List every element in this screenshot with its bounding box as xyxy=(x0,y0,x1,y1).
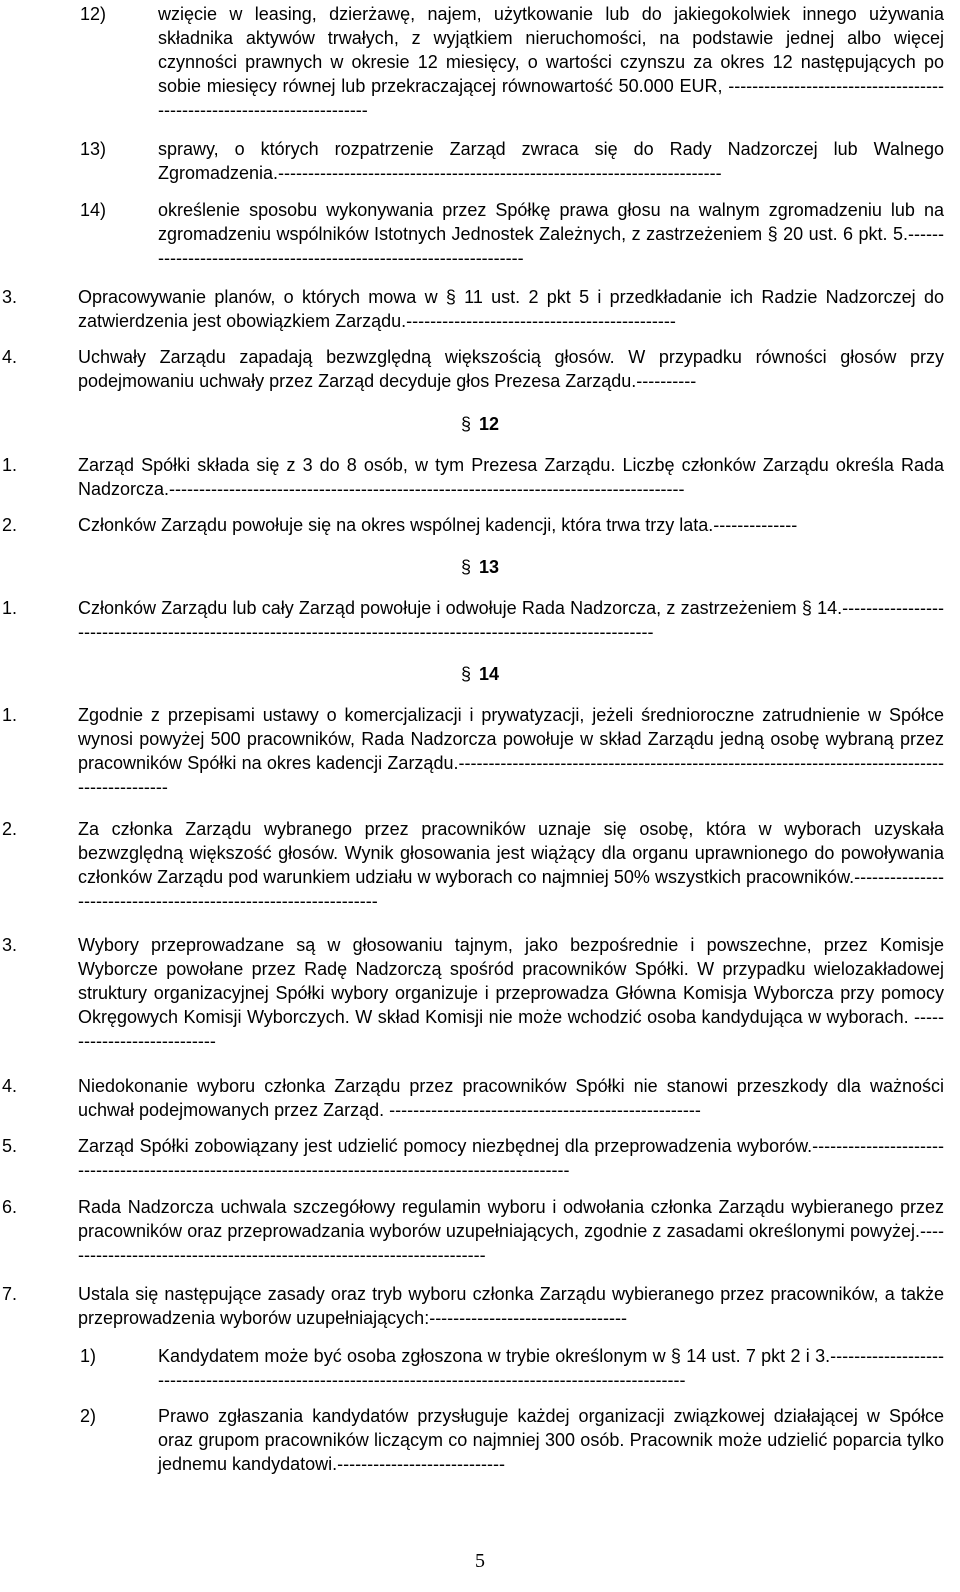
section-symbol: § xyxy=(460,414,471,434)
section-heading xyxy=(0,412,960,436)
list-item xyxy=(78,1404,944,1476)
paragraph-text: Zgodnie z przepisami ustawy o komercjalizacji i prywatyzacji, jeżeli średnioroczne zatrudnienie w Spółce wynosi powyżej 500 pracowników, Rada Nadzorcza powołuje w skład Zarządu jedną osobę wybraną przez pracowników Spółki na okres kadencji Zarządu.------------------------------------------------------------------------------------------------ xyxy=(78,705,944,797)
paragraph-text: Członków Zarządu powołuje się na okres wspólnej kadencji, która trwa trzy lata.-------------- xyxy=(78,515,798,535)
paragraph-item xyxy=(2,285,944,333)
item-number: 1) xyxy=(80,1346,97,1366)
paragraph-number: 1. xyxy=(2,705,18,725)
paragraph-number: 7. xyxy=(2,1284,18,1304)
item-text: określenie sposobu wykonywania przez Spółkę prawa głosu na walnym zgromadzeniu lub na zgromadzeniu wspólników Istotnych Jednostek Zależnych, z zastrzeżeniem § 20 ust. 6 pkt. 5.------------------------------------------------------------------- xyxy=(158,200,944,268)
section-heading xyxy=(0,662,960,686)
list-item xyxy=(78,2,944,122)
item-text: sprawy, o których rozpatrzenie Zarząd zwraca się do Rady Nadzorczej lub Walnego Zgromadzenia.-------------------------------------------------------------------------- xyxy=(158,139,944,183)
item-text: wzięcie w leasing, dzierżawę, najem, użytkowanie lub do jakiegokolwiek innego używania składnika aktywów trwałych, z wyjątkiem nieruchomości, na podstawie jednej albo więcej czynności prawnych w okresie 12 miesięcy, o wartości czynszu za okres 12 następujących po sobie miesięcy równej lub przekraczającej równowartość 50.000 EUR, ----------------------------------------------------------------------- xyxy=(158,4,944,120)
paragraph-text: Za członka Zarządu wybranego przez pracowników uznaje się osobę, która w wyborach uzyskała bezwzględną większość głosów. Wynik głosowania jest wiążący dla organu uprawnionego do powoływania członków Zarządu pod warunkiem udziału w wyborach co najmniej 50% wszystkich pracowników.----------------------------------------------------------------- xyxy=(78,819,944,911)
paragraph-item xyxy=(2,596,944,644)
paragraph-number: 6. xyxy=(2,1197,18,1217)
paragraph-item xyxy=(2,933,944,1053)
paragraph-text: Ustala się następujące zasady oraz tryb wyboru członka Zarządu wybieranego przez pracowników, a także przeprowadzenia wyborów uzupełniających:--------------------------------- xyxy=(78,1284,944,1328)
list-item xyxy=(78,1344,944,1392)
item-number: 2) xyxy=(80,1406,97,1426)
paragraph-item xyxy=(2,345,944,393)
paragraph-number: 3. xyxy=(2,287,18,307)
item-text: Kandydatem może być osoba zgłoszona w trybie określonym w § 14 ust. 7 pkt 2 i 3.----------------------------------------------------------------------------------------------------------- xyxy=(158,1346,944,1390)
paragraph-text: Członków Zarządu lub cały Zarząd powołuje i odwołuje Rada Nadzorcza, z zastrzeżeniem § 14.----------------------------------------------------------------------------------------------------------------- xyxy=(78,598,944,642)
item-text: Prawo zgłaszania kandydatów przysługuje każdej organizacji związkowej działającej w Spółce oraz grupom pracowników liczącym co najmniej 300 osób. Pracownik może udzielić poparcia tylko jednemu kandydatowi.---------------------------- xyxy=(158,1406,944,1474)
item-number: 14) xyxy=(80,200,107,220)
paragraph-text: Uchwały Zarządu zapadają bezwzględną większością głosów. W przypadku równości głosów przy podejmowaniu uchwały przez Zarząd decyduje głos Prezesa Zarządu.---------- xyxy=(78,347,944,391)
section-heading xyxy=(0,555,960,579)
paragraph-text: Opracowywanie planów, o których mowa w § 11 ust. 2 pkt 5 i przedkładanie ich Radzie Nadzorczej do zatwierdzenia jest obowiązkiem Zarządu.--------------------------------------------- xyxy=(78,287,944,331)
paragraph-item xyxy=(2,817,944,913)
paragraph-number: 5. xyxy=(2,1136,18,1156)
section-number: 14 xyxy=(478,664,500,684)
section-number: 13 xyxy=(478,557,500,577)
paragraph-item xyxy=(2,703,944,799)
paragraph-number: 2. xyxy=(2,819,18,839)
item-number: 12) xyxy=(80,4,107,24)
paragraph-item xyxy=(2,513,944,537)
paragraph-text: Niedokonanie wyboru członka Zarządu przez pracowników Spółki nie stanowi przeszkody dla ważności uchwał podejmowanych przez Zarząd. ---------------------------------------------------- xyxy=(78,1076,944,1120)
section-symbol: § xyxy=(460,557,471,577)
paragraph-number: 4. xyxy=(2,347,18,367)
item-number: 13) xyxy=(80,139,107,159)
list-item xyxy=(78,198,944,270)
paragraph-number: 2. xyxy=(2,515,18,535)
paragraph-text: Zarząd Spółki zobowiązany jest udzielić pomocy niezbędnej dla przeprowadzenia wyborów.-------------------------------------------------------------------------------------------------------- xyxy=(78,1136,944,1180)
section-number: 12 xyxy=(478,414,500,434)
paragraph-number: 1. xyxy=(2,598,18,618)
paragraph-number: 3. xyxy=(2,935,18,955)
section-symbol: § xyxy=(460,664,471,684)
list-item xyxy=(78,137,944,185)
paragraph-item xyxy=(2,453,944,501)
paragraph-item xyxy=(2,1195,944,1267)
paragraph-number: 4. xyxy=(2,1076,18,1096)
paragraph-text: Rada Nadzorcza uchwala szczegółowy regulamin wyboru i odwołania członka Zarządu wybieranego przez pracowników oraz przeprowadzania wyborów uzupełniających, zgodnie z zasadami określonymi powyżej.------------------------------------------------------------------------ xyxy=(78,1197,944,1265)
paragraph-item xyxy=(2,1134,944,1182)
paragraph-item xyxy=(2,1282,944,1330)
paragraph-text: Zarząd Spółki składa się z 3 do 8 osób, w tym Prezesa Zarządu. Liczbę członków Zarządu określa Rada Nadzorcza.-------------------------------------------------------------------------------------- xyxy=(78,455,944,499)
page-number: 5 xyxy=(475,1550,485,1572)
paragraph-text: Wybory przeprowadzane są w głosowaniu tajnym, jako bezpośrednie i powszechne, przez Komisje Wyborcze powołane przez Radę Nadzorczą spośród pracowników Spółki. W przypadku wielozakładowej struktury organizacyjnej Spółki wybory organizuje i przeprowadza Główna Komisja Wyborcza przy pomocy Okręgowych Komisji Wyborczych. W skład Komisji nie może wchodzić osoba kandydująca w wyborach. ---------------------------- xyxy=(78,935,944,1051)
paragraph-item xyxy=(2,1074,944,1122)
paragraph-number: 1. xyxy=(2,455,18,475)
